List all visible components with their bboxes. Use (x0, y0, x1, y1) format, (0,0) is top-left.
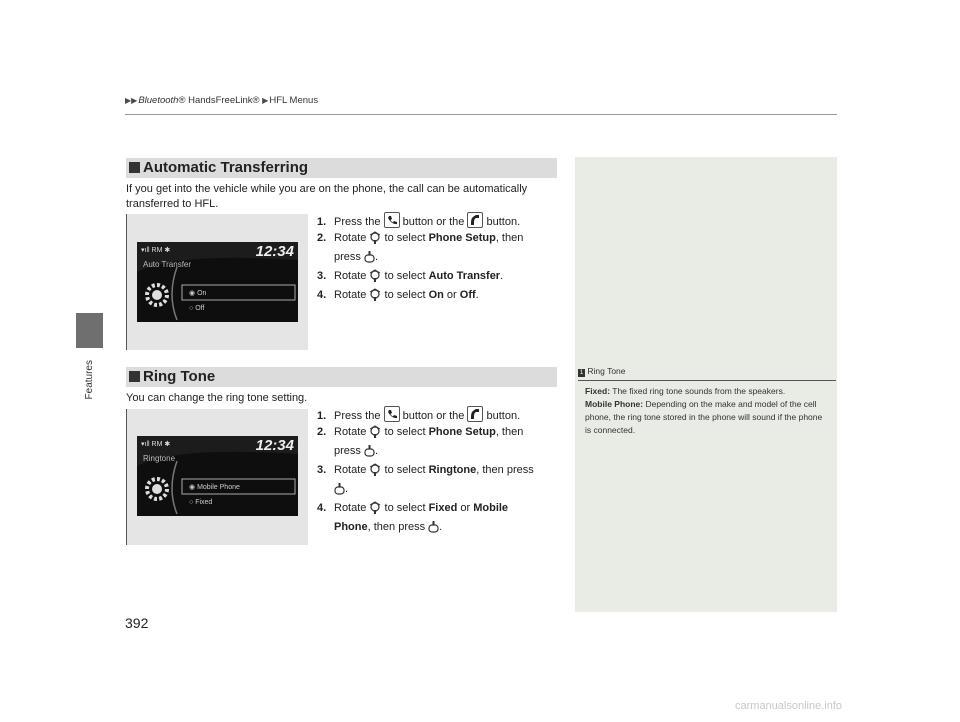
note-rule (578, 380, 836, 381)
option-off: ○ Off (189, 305, 205, 312)
section-heading-auto-transfer (126, 158, 557, 178)
breadcrumb (125, 95, 318, 106)
auto-transfer-steps: 1. Press the button or the button. 2. Rotate to select Phone Setup, then press . 3. Rotate to select Auto Transfer. 4. Rotate to select On or Off. (317, 212, 567, 306)
press-knob-icon (364, 251, 375, 268)
breadcrumb-handsfreelink: ® HandsFreeLink® (178, 95, 260, 106)
rotate-knob-icon (369, 425, 381, 443)
watermark: carmanualsonline.info (735, 700, 843, 712)
phone-button-icon (384, 212, 400, 228)
rotate-knob-icon (369, 231, 381, 249)
chapter-tab (76, 313, 103, 348)
note-heading: 1 Ring Tone (579, 366, 626, 376)
option-fixed: ○ Fixed (189, 499, 213, 506)
option-mobile-phone: ◉ Mobile Phone (189, 484, 240, 491)
rotate-knob-icon (369, 501, 381, 519)
press-knob-icon (334, 483, 345, 500)
chevron-right-icon: ▶▶ (125, 96, 138, 105)
option-on: ◉ On (189, 290, 207, 297)
signal-icon: ▾ıll RM ✱ (141, 441, 171, 448)
chevron-right-icon: ▶ (262, 96, 269, 105)
note-body: Fixed: The fixed ring tone sounds from the speakers. Mobile Phone: Depending on the make and model of the cell phone, the ring tone stored in the phone will sound if the phone is connected. (585, 386, 823, 435)
ring-tone-note (578, 366, 830, 437)
ring-tone-steps: 1. Press the button or the button. 2. Rotate to select Phone Setup, then press . 3. Rotate to select Ringtone, then press . 4. Rotate to select Fixed or Mobile Phone, then press . (317, 406, 567, 538)
signal-icon: ▾ıll RM ✱ (141, 247, 171, 254)
square-bullet-icon (129, 371, 140, 382)
ring-tone-screen-image (126, 409, 308, 545)
display-screen (137, 242, 298, 322)
section-heading-ring-tone (126, 367, 557, 387)
page-number: 392 (125, 615, 149, 631)
section-title: Ring Tone (143, 368, 216, 385)
press-knob-icon (364, 445, 375, 462)
auto-transfer-screen-image (126, 214, 308, 350)
rotate-knob-icon (369, 288, 381, 306)
pick-up-button-icon (467, 406, 483, 422)
clock-display: 12:34 (255, 243, 294, 260)
chapter-label: Features (84, 360, 95, 400)
menu-title: Auto Transfer (143, 260, 192, 269)
rotate-knob-icon (369, 269, 381, 287)
press-knob-icon (428, 521, 439, 538)
phone-button-icon (384, 406, 400, 422)
header-rule (125, 114, 837, 115)
menu-title: Ringtone (143, 454, 176, 463)
auto-transfer-intro: If you get into the vehicle while you are on the phone, the call can be automatically transferred to HFL. (126, 183, 528, 210)
display-screen (137, 436, 298, 516)
section-title: Automatic Transferring (143, 159, 309, 176)
rotate-knob-icon (369, 463, 381, 481)
breadcrumb-bluetooth: Bluetooth (138, 95, 179, 106)
note-marker-icon: 1 (579, 370, 584, 376)
clock-display: 12:34 (255, 437, 294, 454)
pick-up-button-icon (467, 212, 483, 228)
square-bullet-icon (129, 162, 140, 173)
breadcrumb-hfl-menus: HFL Menus (269, 95, 319, 106)
ring-tone-intro: You can change the ring tone setting. (126, 392, 308, 404)
